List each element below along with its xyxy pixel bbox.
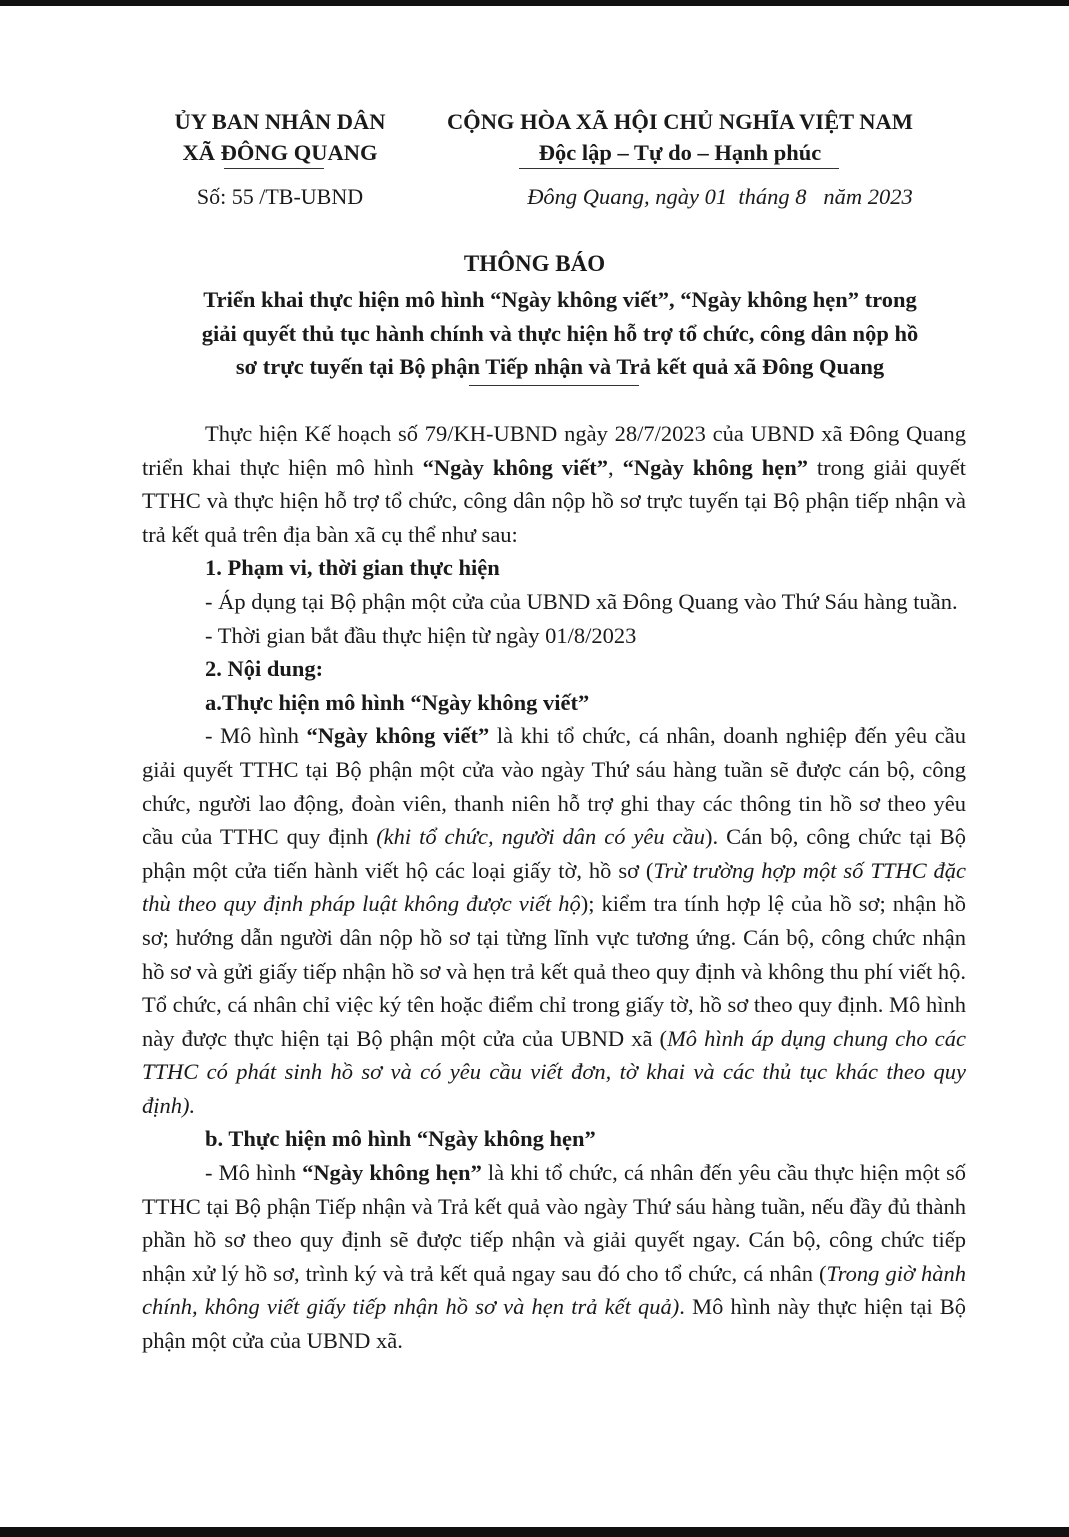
scan-edge-top — [0, 0, 1069, 6]
document-subtitle — [120, 283, 1000, 384]
intro-bold-term: “Ngày không viết” — [422, 454, 609, 480]
section-1-item: - Áp dụng tại Bộ phận một cửa của UBND xã Đông Quang vào Thứ Sáu hàng tuần. — [205, 588, 958, 614]
paragraph-text: là khi tổ chức, cá nhân đến yêu cầu thực hiện một số TTHC tại Bộ phận Tiếp nhận và Trả kết quả vào ngày Thứ sáu hàng tuần, nếu đầy đủ thành phần hồ sơ theo quy định sẽ được tiếp nhận và giải quyết ngay. Cán bộ, công chức tiếp nhận xử lý hồ sơ, trình ký và trả kết quả ngay sau đó cho tổ chức, cá nhân ( — [142, 1160, 967, 1286]
paragraph-text: - Mô hình — [205, 1160, 303, 1186]
section-1-item: - Thời gian bắt đầu thực hiện từ ngày 01/8/2023 — [205, 622, 637, 648]
paragraph-text: ); kiểm tra tính hợp lệ của hồ sơ; nhận hồ sơ; hướng dẫn người dân nộp hồ sơ tại từng lĩnh vực tương ứng. Cán bộ, công chức nhận hồ sơ và gửi giấy tiếp nhận hồ sơ và hẹn trả kết quả theo quy định và không thu phí viết hộ. Tổ chức, cá nhân chỉ việc ký tên hoặc điểm chỉ trong giấy tờ, hồ sơ theo quy định. Mô hình này được thực hiện tại Bộ phận một cửa của UBND xã ( — [142, 891, 966, 1051]
paragraph-text: là khi tổ chức, cá nhân, doanh nghiệp đến yêu cầu giải quyết TTHC tại Bộ phận một cửa vào ngày Thứ sáu hàng tuần sẽ được cán bộ, công chức, người lao động, đoàn viên, thanh niên hỗ trợ ghi thay các thông tin hồ sơ theo yêu cầu của TTHC quy định — [142, 723, 967, 850]
issuing-authority — [110, 106, 450, 168]
nation-name: CỘNG HÒA XÃ HỘI CHỦ NGHĨA VIỆT NAM — [446, 109, 914, 134]
subtitle-line-2: giải quyết thủ tục hành chính và thực hiện hỗ trợ tổ chức, công dân nộp hồ — [201, 320, 919, 346]
paragraph-text: . Mô hình này thực hiện tại Bộ phận một cửa của UBND xã. — [142, 1294, 966, 1354]
authority-underline — [224, 168, 324, 169]
paragraph-text: - Mô hình — [205, 723, 307, 749]
section-2a-heading: a.Thực hiện mô hình “Ngày không viết” — [205, 689, 590, 715]
section-2b-paragraph — [142, 1156, 966, 1358]
subtitle-line-1: Triển khai thực hiện mô hình “Ngày không viết”, “Ngày không hẹn” trong — [203, 287, 917, 312]
subtitle-underline — [469, 385, 639, 386]
bold-term: “Ngày không hẹn” — [302, 1160, 482, 1186]
intro-text: trong giải quyết TTHC và thực hiện hỗ trợ tổ chức, công dân nộp hồ sơ trực tuyến tại Bộ phận tiếp nhận và trả kết quả trên địa bàn xã cụ thể như sau: — [142, 454, 966, 547]
motto-underline — [519, 168, 839, 169]
scan-edge-bottom — [0, 1527, 1069, 1537]
paragraph-text: ). Cán bộ, công chức tại Bộ phận một cửa tiến hành viết hộ các loại giấy tờ, hồ sơ ( — [142, 824, 966, 883]
subtitle-line-3: sơ trực tuyến tại Bộ phận Tiếp nhận và Trả kết quả xã Đông Quang — [235, 354, 885, 379]
bold-term: “Ngày không viết” — [306, 723, 490, 749]
italic-note: Trong giờ hành chính, không viết giấy tiếp nhận hồ sơ và hẹn trả kết quả) — [142, 1260, 966, 1320]
place-and-date: Đông Quang, ngày 01 tháng 8 năm 2023 — [527, 184, 913, 209]
authority-line-1: ỦY BAN NHÂN DÂN — [174, 109, 386, 134]
section-2b-heading: b. Thực hiện mô hình “Ngày không hẹn” — [205, 1126, 596, 1152]
section-2a-paragraph — [142, 719, 966, 1122]
document-body — [142, 417, 966, 1358]
document-number: Số: 55 /TB-UBND — [196, 184, 364, 209]
italic-note: (khi tổ chức, người dân có yêu cầu — [376, 824, 706, 850]
intro-bold-term: “Ngày không hẹn” — [622, 454, 808, 480]
section-2-heading: 2. Nội dung: — [205, 656, 324, 682]
intro-text: , — [608, 454, 623, 480]
authority-line-2: XÃ ĐÔNG QUANG — [182, 140, 378, 165]
italic-note: Mô hình áp dụng chung cho các TTHC có phát sinh hồ sơ và có yêu cầu viết đơn, tờ khai và các thủ tục khác theo quy định). — [142, 1025, 966, 1118]
national-heading — [410, 106, 950, 168]
section-1-heading: 1. Phạm vi, thời gian thực hiện — [205, 555, 500, 581]
intro-text: Thực hiện Kế hoạch số 79/KH-UBND ngày 28/7/2023 của UBND xã Đông Quang triển khai thực hiện mô hình — [142, 421, 966, 480]
intro-paragraph — [142, 417, 966, 551]
national-motto: Độc lập – Tự do – Hạnh phúc — [538, 140, 822, 165]
document-title: THÔNG BÁO — [463, 251, 606, 276]
italic-note: Trừ trường hợp một số TTHC đặc thù theo quy định pháp luật không được viết hộ — [142, 857, 967, 917]
